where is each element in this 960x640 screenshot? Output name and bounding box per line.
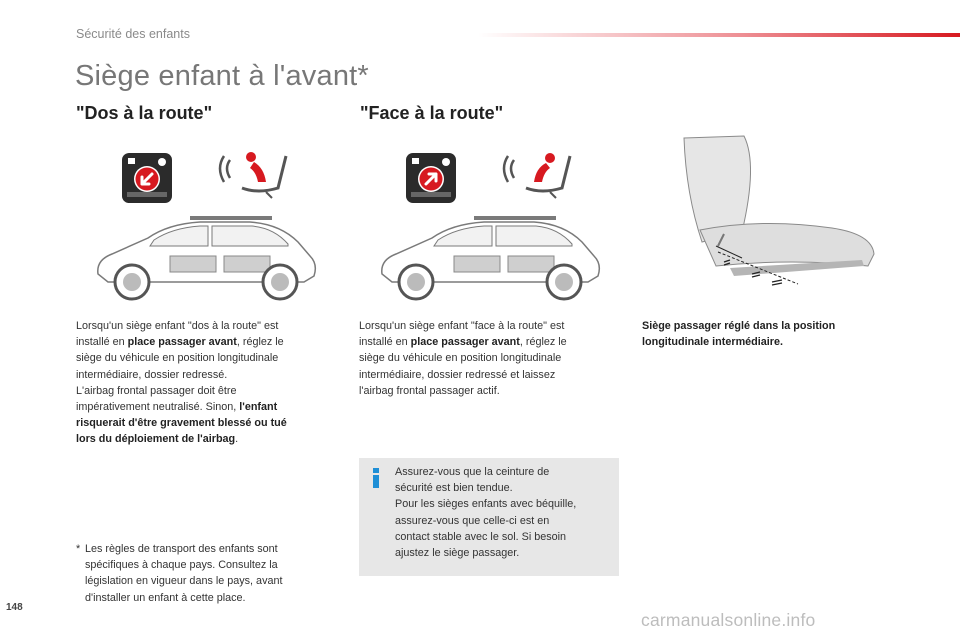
footnote: * Les règles de transport des enfants sont spécifiques à chaque pays. Consultez la législation en vigueur dans le pays, avant d'installer un enfant à cette place. [76,543,283,604]
car-illustration-rear-facing [90,212,320,309]
forward-facing-heading: "Face à la route" [360,103,504,123]
page-number: 148 [6,602,23,613]
rear-facing-heading: "Dos à la route" [76,103,213,123]
info-icon [369,468,383,488]
rear-facing-child-seat-icon [214,148,294,205]
forward-facing-paragraph: Lorsqu'un siège enfant "face à la route" est installé en place passager avant, réglez le siège du véhicule en position longitudinale intermédiaire, dossier redressé et laissez l'airbag frontal passager actif. [359,320,567,397]
header-accent-bar [478,33,960,37]
airbag-on-label-icon [405,152,457,204]
passenger-seat-illustration [672,134,882,301]
watermark: carmanualsonline.info [641,610,816,630]
car-illustration-forward-facing [374,212,604,309]
airbag-off-label-icon [121,152,173,204]
page-title: Siège enfant à l'avant* [75,60,369,92]
section-title: Sécurité des enfants [76,27,190,41]
info-text: Assurez-vous que la ceinture de sécurité est bien tendue. Pour les sièges enfants avec béquille, assurez-vous que celle-ci est en contact stable avec le sol. Si besoin ajustez le siège passager. [395,466,577,560]
footnote-asterisk: * [76,543,81,555]
rear-facing-paragraph: Lorsqu'un siège enfant "dos à la route" est installé en place passager avant, réglez le siège du véhicule en position longitudinale intermédiaire, dossier redressé. L'airbag frontal passager doit être impérativement neutralisé. Sinon, l'enfant risquerait d'être gravement blessé ou tué lors du déploiement de l'airbag. [76,320,287,446]
forward-facing-child-seat-icon [498,148,578,205]
seat-caption: Siège passager réglé dans la position longitudinale intermédiaire. [642,320,836,349]
